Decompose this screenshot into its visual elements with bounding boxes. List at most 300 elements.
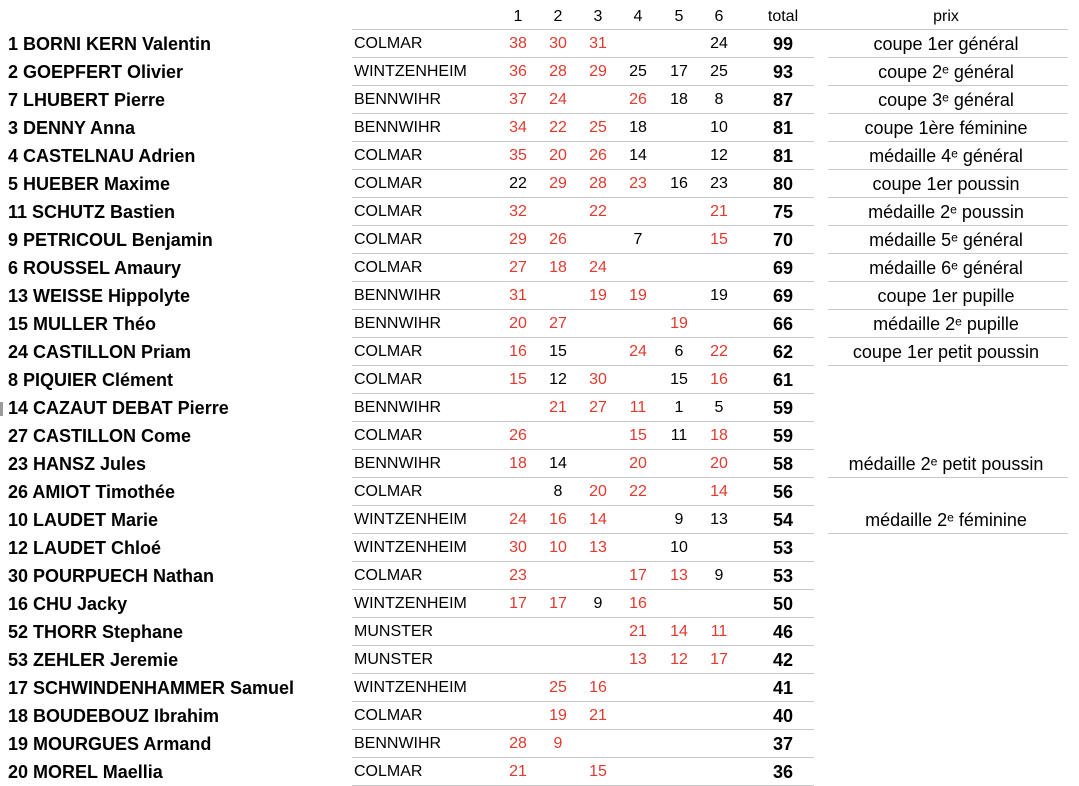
- club-cell: BENNWIHR: [354, 455, 442, 472]
- score-cell-5: 9: [674, 511, 684, 528]
- prize-cell: coupe 1er petit poussin: [852, 341, 1040, 362]
- score-cell-2: 16: [549, 511, 567, 528]
- prize-divider: [828, 337, 1068, 338]
- score-cell-3: 30: [589, 371, 607, 388]
- row-divider: [352, 57, 814, 58]
- score-cell-1: 37: [509, 91, 527, 108]
- score-cell-4: 16: [629, 595, 647, 612]
- score-cell-2: 27: [549, 315, 567, 332]
- participant-name: 20 MOREL Maellia: [8, 761, 163, 782]
- row-divider: [352, 617, 814, 618]
- score-cell-2: 10: [549, 539, 567, 556]
- participant-name: 11 SCHUTZ Bastien: [8, 201, 176, 222]
- total-cell: 70: [772, 229, 794, 250]
- score-cell-3: 21: [589, 707, 607, 724]
- club-cell: COLMAR: [354, 203, 423, 220]
- row-divider: [352, 281, 814, 282]
- score-cell-2: [538, 198, 578, 226]
- table-row: [0, 338, 1079, 366]
- score-cell-1: [498, 478, 538, 506]
- club-cell: COLMAR: [354, 427, 423, 444]
- score-cell-1: 20: [509, 315, 527, 332]
- score-cell-4: 21: [629, 623, 647, 640]
- score-cell-1: 29: [509, 231, 527, 248]
- score-cell-6: 9: [714, 567, 724, 584]
- row-divider: [352, 85, 814, 86]
- club-cell: COLMAR: [354, 371, 423, 388]
- club-cell: BENNWIHR: [354, 119, 442, 136]
- score-cell-1: 17: [509, 595, 527, 612]
- club-cell: COLMAR: [354, 707, 423, 724]
- score-cell-1: 36: [509, 63, 527, 80]
- score-cell-2: 26: [549, 231, 567, 248]
- participant-name: 14 CAZAUT DEBAT Pierre: [8, 397, 229, 418]
- participant-name: 30 POURPUECH Nathan: [8, 565, 215, 586]
- prize-divider: [828, 113, 1068, 114]
- table-row: [0, 310, 1079, 338]
- club-cell: COLMAR: [354, 343, 423, 360]
- header-col-4: 4: [633, 8, 643, 25]
- table-row: [0, 254, 1079, 282]
- score-cell-6: 10: [710, 119, 728, 136]
- table-row: [0, 30, 1079, 58]
- prize-cell: [830, 646, 1062, 674]
- row-divider: [352, 533, 814, 534]
- total-cell: 46: [772, 621, 794, 642]
- score-cell-2: 19: [549, 707, 567, 724]
- score-cell-4: [618, 702, 658, 730]
- score-cell-3: 13: [589, 539, 607, 556]
- total-cell: 59: [772, 425, 794, 446]
- participant-name: 26 AMIOT Timothée: [8, 481, 176, 502]
- club-cell: WINTZENHEIM: [354, 63, 467, 80]
- score-cell-2: 20: [549, 147, 567, 164]
- row-divider: [352, 393, 814, 394]
- score-cell-1: 23: [509, 567, 527, 584]
- score-cell-2: 17: [549, 595, 567, 612]
- score-cell-3: 28: [589, 175, 607, 192]
- table-row: [0, 86, 1079, 114]
- prize-cell: médaille 2ᵉ petit poussin: [848, 453, 1044, 474]
- score-cell-4: [618, 506, 658, 534]
- club-cell: COLMAR: [354, 763, 423, 780]
- score-cell-2: [538, 282, 578, 310]
- score-cell-4: [618, 534, 658, 562]
- score-cell-5: [659, 30, 699, 58]
- prize-divider: [828, 85, 1068, 86]
- score-cell-6: 15: [710, 231, 728, 248]
- score-cell-4: 11: [629, 399, 647, 416]
- club-cell: WINTZENHEIM: [354, 679, 467, 696]
- club-cell: COLMAR: [354, 567, 423, 584]
- total-cell: 40: [772, 705, 794, 726]
- participant-name: 1 BORNI KERN Valentin: [8, 33, 212, 54]
- table-row: [0, 506, 1079, 534]
- score-cell-6: 14: [710, 483, 728, 500]
- score-cell-5: 15: [670, 371, 688, 388]
- participant-name: 16 CHU Jacky: [8, 593, 128, 614]
- score-cell-5: 14: [670, 623, 688, 640]
- score-cell-6: [699, 758, 739, 786]
- score-cell-1: 26: [509, 427, 527, 444]
- score-cell-2: 28: [549, 63, 567, 80]
- score-cell-4: 17: [629, 567, 647, 584]
- participant-name: 27 CASTILLON Come: [8, 425, 192, 446]
- score-cell-2: 24: [549, 91, 567, 108]
- header-total: total: [767, 8, 799, 25]
- score-cell-3: 20: [589, 483, 607, 500]
- total-cell: 50: [772, 593, 794, 614]
- prize-cell: [830, 562, 1062, 590]
- score-cell-3: 25: [589, 119, 607, 136]
- total-cell: 81: [772, 117, 794, 138]
- score-cell-2: 15: [549, 343, 567, 360]
- prize-divider: [828, 365, 1068, 366]
- table-row: [0, 170, 1079, 198]
- score-cell-5: [659, 590, 699, 618]
- prize-cell: médaille 5ᵉ général: [869, 229, 1023, 250]
- score-cell-6: [699, 730, 739, 758]
- table-row: [0, 226, 1079, 254]
- table-row: [0, 758, 1079, 786]
- score-cell-3: 31: [589, 35, 607, 52]
- score-cell-6: 16: [710, 371, 728, 388]
- score-cell-6: 19: [710, 287, 728, 304]
- participant-name: 5 HUEBER Maxime: [8, 173, 171, 194]
- score-cell-2: [538, 618, 578, 646]
- score-cell-5: [659, 758, 699, 786]
- score-cell-3: 16: [589, 679, 607, 696]
- club-cell: COLMAR: [354, 259, 423, 276]
- score-cell-3: 14: [589, 511, 607, 528]
- table-row: [0, 478, 1079, 506]
- score-cell-4: [618, 198, 658, 226]
- score-cell-5: [659, 674, 699, 702]
- score-cell-1: 31: [509, 287, 527, 304]
- header-col-3: 3: [593, 8, 603, 25]
- score-cell-2: 29: [549, 175, 567, 192]
- score-cell-1: 34: [509, 119, 527, 136]
- score-cell-4: 20: [629, 455, 647, 472]
- row-divider: [352, 757, 814, 758]
- total-cell: 42: [772, 649, 794, 670]
- table-row: [0, 198, 1079, 226]
- participant-name: 9 PETRICOUL Benjamin: [8, 229, 213, 250]
- score-cell-2: 25: [549, 679, 567, 696]
- score-cell-6: 12: [710, 147, 728, 164]
- row-divider: [352, 309, 814, 310]
- row-divider: [352, 253, 814, 254]
- header-col-2: 2: [553, 8, 563, 25]
- table-row: [0, 450, 1079, 478]
- total-cell: 80: [772, 173, 794, 194]
- score-cell-3: 15: [589, 763, 607, 780]
- participant-name: 4 CASTELNAU Adrien: [8, 145, 196, 166]
- total-cell: 53: [772, 537, 794, 558]
- score-cell-5: 16: [670, 175, 688, 192]
- table-row: [0, 674, 1079, 702]
- total-cell: 93: [772, 61, 794, 82]
- participant-name: 7 LHUBERT Pierre: [8, 89, 166, 110]
- score-cell-5: 19: [670, 315, 688, 332]
- score-cell-3: [578, 562, 618, 590]
- row-divider: [352, 449, 814, 450]
- score-cell-5: 17: [670, 63, 688, 80]
- participant-name: 23 HANSZ Jules: [8, 453, 147, 474]
- score-cell-6: 8: [714, 91, 724, 108]
- score-cell-3: 26: [589, 147, 607, 164]
- score-cell-1: 22: [509, 175, 527, 192]
- score-cell-4: 22: [629, 483, 647, 500]
- score-cell-2: [538, 646, 578, 674]
- participant-name: 24 CASTILLON Priam: [8, 341, 192, 362]
- score-cell-6: 24: [710, 35, 728, 52]
- score-cell-4: [618, 254, 658, 282]
- score-cell-1: 35: [509, 147, 527, 164]
- total-cell: 53: [772, 565, 794, 586]
- score-cell-5: [659, 198, 699, 226]
- row-divider: [352, 197, 814, 198]
- score-cell-1: [498, 394, 538, 422]
- score-cell-3: 24: [589, 259, 607, 276]
- participant-name: 6 ROUSSEL Amaury: [8, 257, 182, 278]
- score-cell-3: [578, 618, 618, 646]
- score-cell-1: 28: [509, 735, 527, 752]
- score-cell-5: [659, 702, 699, 730]
- participant-name: 3 DENNY Anna: [8, 117, 136, 138]
- score-cell-5: [659, 730, 699, 758]
- table-row: [0, 618, 1079, 646]
- club-cell: COLMAR: [354, 35, 423, 52]
- prize-divider: [828, 57, 1068, 58]
- table-row: [0, 58, 1079, 86]
- club-cell: MUNSTER: [354, 651, 434, 668]
- score-cell-4: [618, 758, 658, 786]
- prize-cell: coupe 1er général: [873, 33, 1019, 54]
- score-cell-1: [498, 674, 538, 702]
- score-cell-4: [618, 310, 658, 338]
- row-divider: [352, 225, 814, 226]
- prize-cell: coupe 1er pupille: [877, 285, 1015, 306]
- score-cell-4: 14: [629, 147, 647, 164]
- row-divider: [352, 701, 814, 702]
- participant-name: 19 MOURGUES Armand: [8, 733, 212, 754]
- prize-divider: [828, 309, 1068, 310]
- prize-divider: [828, 197, 1068, 198]
- prize-cell: [830, 394, 1062, 422]
- row-divider: [352, 645, 814, 646]
- score-cell-4: 7: [633, 231, 643, 248]
- score-cell-4: [618, 366, 658, 394]
- score-cell-5: 18: [670, 91, 688, 108]
- prize-cell: [830, 590, 1062, 618]
- score-cell-1: [498, 702, 538, 730]
- participant-name: 17 SCHWINDENHAMMER Samuel: [8, 677, 295, 698]
- score-cell-6: [699, 254, 739, 282]
- prize-cell: [830, 422, 1062, 450]
- table-row: [0, 562, 1079, 590]
- total-cell: 59: [772, 397, 794, 418]
- participant-name: 52 THORR Stephane: [8, 621, 184, 642]
- score-cell-6: 21: [710, 203, 728, 220]
- score-cell-2: 8: [553, 483, 563, 500]
- row-divider: [352, 365, 814, 366]
- score-cell-6: 23: [710, 175, 728, 192]
- score-cell-6: 5: [714, 399, 724, 416]
- score-cell-5: 6: [674, 343, 684, 360]
- score-cell-3: 29: [589, 63, 607, 80]
- score-cell-4: [618, 30, 658, 58]
- club-cell: COLMAR: [354, 231, 423, 248]
- score-cell-1: 24: [509, 511, 527, 528]
- score-cell-4: 26: [629, 91, 647, 108]
- club-cell: BENNWIHR: [354, 91, 442, 108]
- row-divider: [352, 505, 814, 506]
- header-col-5: 5: [674, 8, 684, 25]
- row-divider: [352, 729, 814, 730]
- total-cell: 62: [772, 341, 794, 362]
- prize-cell: médaille 2ᵉ pupille: [873, 313, 1019, 334]
- score-cell-2: 12: [549, 371, 567, 388]
- score-cell-4: [618, 730, 658, 758]
- score-cell-1: 27: [509, 259, 527, 276]
- header-col-6: 6: [714, 8, 724, 25]
- row-divider: [352, 561, 814, 562]
- prize-cell: coupe 3ᵉ général: [878, 89, 1014, 110]
- total-cell: 58: [772, 453, 794, 474]
- prize-cell: [830, 534, 1062, 562]
- prize-cell: [830, 758, 1062, 786]
- prize-cell: coupe 1ère féminine: [864, 117, 1028, 138]
- score-cell-5: [659, 142, 699, 170]
- score-cell-3: [578, 646, 618, 674]
- score-cell-4: 23: [629, 175, 647, 192]
- score-cell-6: [699, 310, 739, 338]
- score-cell-4: 24: [629, 343, 647, 360]
- score-cell-3: [578, 226, 618, 254]
- score-cell-6: [699, 702, 739, 730]
- row-divider: [352, 673, 814, 674]
- prize-divider: [828, 281, 1068, 282]
- score-cell-2: [538, 422, 578, 450]
- score-cell-2: 14: [549, 455, 567, 472]
- score-cell-1: 16: [509, 343, 527, 360]
- row-divider: [352, 113, 814, 114]
- score-cell-6: 25: [710, 63, 728, 80]
- score-cell-3: 27: [589, 399, 607, 416]
- score-cell-1: 38: [509, 35, 527, 52]
- prize-cell: médaille 2ᵉ poussin: [868, 201, 1024, 222]
- total-cell: 87: [772, 89, 794, 110]
- score-cell-1: [498, 618, 538, 646]
- score-cell-6: 18: [710, 427, 728, 444]
- prize-divider: [828, 533, 1068, 534]
- prize-cell: coupe 1er poussin: [872, 173, 1020, 194]
- total-cell: 69: [772, 257, 794, 278]
- score-cell-4: 19: [629, 287, 647, 304]
- row-divider: [352, 141, 814, 142]
- score-cell-5: 10: [670, 539, 688, 556]
- total-cell: 54: [772, 509, 794, 530]
- total-cell: 75: [772, 201, 794, 222]
- score-cell-3: 22: [589, 203, 607, 220]
- prize-cell: médaille 6ᵉ général: [869, 257, 1023, 278]
- score-cell-5: [659, 254, 699, 282]
- table-row: [0, 142, 1079, 170]
- score-cell-3: [578, 450, 618, 478]
- table-row: [0, 702, 1079, 730]
- score-cell-6: 13: [710, 511, 728, 528]
- total-cell: 66: [772, 313, 794, 334]
- score-cell-2: 18: [549, 259, 567, 276]
- prize-cell: [830, 366, 1062, 394]
- total-cell: 36: [772, 761, 794, 782]
- score-cell-3: [578, 86, 618, 114]
- row-divider: [352, 337, 814, 338]
- prize-divider: [828, 253, 1068, 254]
- table-row: [0, 646, 1079, 674]
- score-cell-3: 19: [589, 287, 607, 304]
- table-row: [0, 730, 1079, 758]
- participant-name: 53 ZEHLER Jeremie: [8, 649, 179, 670]
- table-row: [0, 114, 1079, 142]
- score-cell-5: 11: [670, 427, 688, 444]
- score-cell-2: 9: [553, 735, 563, 752]
- club-cell: WINTZENHEIM: [354, 511, 467, 528]
- table-row: [0, 422, 1079, 450]
- prize-cell: coupe 2ᵉ général: [878, 61, 1014, 82]
- table-row: [0, 534, 1079, 562]
- participant-name: 10 LAUDET Marie: [8, 509, 159, 530]
- prize-divider: [828, 225, 1068, 226]
- participant-name: 12 LAUDET Chloé: [8, 537, 162, 558]
- score-cell-4: 13: [629, 651, 647, 668]
- prize-cell: [830, 618, 1062, 646]
- score-cell-3: 9: [593, 595, 603, 612]
- club-cell: WINTZENHEIM: [354, 539, 467, 556]
- club-cell: COLMAR: [354, 175, 423, 192]
- row-divider: [352, 589, 814, 590]
- score-cell-6: [699, 674, 739, 702]
- total-cell: 61: [772, 369, 794, 390]
- club-cell: MUNSTER: [354, 623, 434, 640]
- total-cell: 69: [772, 285, 794, 306]
- row-divider: [352, 169, 814, 170]
- prize-cell: médaille 2ᵉ féminine: [865, 509, 1027, 530]
- prize-cell: [830, 674, 1062, 702]
- score-cell-2: 21: [549, 399, 567, 416]
- table-row: [0, 366, 1079, 394]
- score-cell-6: [699, 534, 739, 562]
- participant-name: 18 BOUDEBOUZ Ibrahim: [8, 705, 220, 726]
- score-cell-5: [659, 226, 699, 254]
- participant-name: 13 WEISSE Hippolyte: [8, 285, 191, 306]
- score-cell-6: 22: [710, 343, 728, 360]
- score-cell-1: 32: [509, 203, 527, 220]
- score-cell-4: 18: [629, 119, 647, 136]
- prize-cell: [830, 478, 1062, 506]
- club-cell: COLMAR: [354, 483, 423, 500]
- scroll-edge-marker: [0, 402, 3, 416]
- score-cell-6: [699, 590, 739, 618]
- table-row: [0, 590, 1079, 618]
- table-row: [0, 394, 1079, 422]
- score-cell-1: [498, 646, 538, 674]
- score-cell-2: 22: [549, 119, 567, 136]
- participant-name: 15 MULLER Théo: [8, 313, 157, 334]
- score-cell-6: 20: [710, 455, 728, 472]
- score-cell-4: 15: [629, 427, 647, 444]
